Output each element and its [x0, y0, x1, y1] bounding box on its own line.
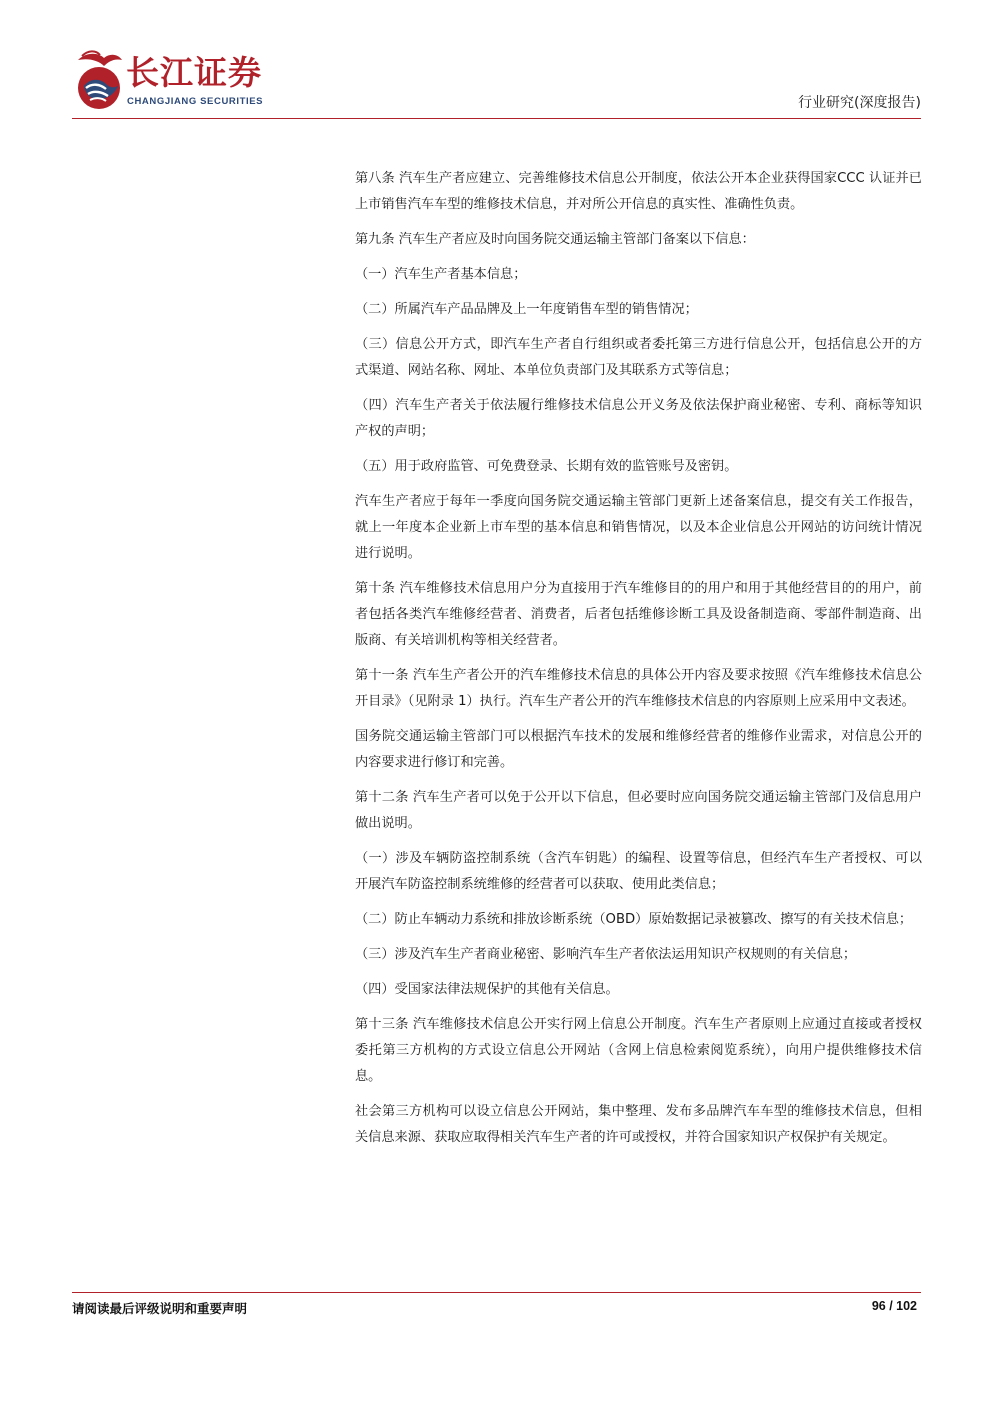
- paragraph: （四）受国家法律法规保护的其他有关信息。: [355, 982, 619, 997]
- paragraph: （二）防止车辆动力系统和排放诊断系统（OBD）原始数据记录被篡改、擦写的有关技术信息；: [355, 912, 913, 927]
- paragraph: 第九条 汽车生产者应及时向国务院交通运输主管部门备案以下信息：: [355, 232, 755, 247]
- page-number: 96 / 102: [871, 1299, 917, 1313]
- paragraph: （一）汽车生产者基本信息；: [355, 267, 527, 282]
- logo-chinese-name: 长江证券: [126, 53, 262, 92]
- report-type: 行业研究(深度报告): [798, 95, 921, 111]
- company-logo: [74, 50, 304, 112]
- paragraph: （二）所属汽车产品品牌及上一年度销售车型的销售情况；: [355, 302, 698, 317]
- footer-disclaimer: 请阅读最后评级说明和重要声明: [72, 1301, 248, 1316]
- paragraph: （四）汽车生产者关于依法履行维修技术信息公开义务及依法保护商业秘密、专利、商标等知识产权的声明；: [355, 398, 922, 439]
- paragraph: 第十三条 汽车维修技术信息公开实行网上信息公开制度。汽车生产者原则上应通过直接或者授权委托第三方机构的方式设立信息公开网站（含网上信息检索阅览系统），向用户提供维修技术信息。: [355, 1017, 922, 1084]
- paragraph: （一）涉及车辆防盗控制系统（含汽车钥匙）的编程、设置等信息，但经汽车生产者授权、可以开展汽车防盗控制系统维修的经营者可以获取、使用此类信息；: [355, 851, 922, 892]
- paragraph: 第十一条 汽车生产者公开的汽车维修技术信息的具体公开内容及要求按照《汽车维修技术信息公开目录》（见附录 1）执行。汽车生产者公开的汽车维修技术信息的内容原则上应采用中文表述。: [355, 668, 922, 709]
- paragraph: 第十条 汽车维修技术信息用户分为直接用于汽车维修目的的用户和用于其他经营目的的用户，前者包括各类汽车维修经营者、消费者，后者包括维修诊断工具及设备制造商、零部件制造商、出版商、有关培训机构等相关经营者。: [355, 581, 922, 648]
- paragraph: 国务院交通运输主管部门可以根据汽车技术的发展和维修经营者的维修作业需求，对信息公开的内容要求进行修订和完善。: [355, 729, 922, 770]
- logo-english-name: CHANGJIANG SECURITIES: [127, 96, 264, 107]
- paragraph: 社会第三方机构可以设立信息公开网站，集中整理、发布多品牌汽车车型的维修技术信息，但相关信息来源、获取应取得相关汽车生产者的许可或授权，并符合国家知识产权保护有关规定。: [355, 1104, 922, 1145]
- paragraph: 第八条 汽车生产者应建立、完善维修技术信息公开制度，依法公开本企业获得国家CCC 认证并已上市销售汽车车型的维修技术信息，并对所公开信息的真实性、准确性负责。: [355, 171, 922, 212]
- paragraph: 第十二条 汽车生产者可以免于公开以下信息，但必要时应向国务院交通运输主管部门及信息用户做出说明。: [355, 790, 922, 831]
- paragraph: （五）用于政府监管、可免费登录、长期有效的监管账号及密钥。: [355, 459, 738, 474]
- paragraph: （三）信息公开方式，即汽车生产者自行组织或者委托第三方进行信息公开，包括信息公开的方式渠道、网站名称、网址、本单位负责部门及其联系方式等信息；: [355, 337, 922, 378]
- paragraph: （三）涉及汽车生产者商业秘密、影响汽车生产者依法运用知识产权规则的有关信息；: [355, 947, 857, 962]
- document-body: [355, 166, 922, 1160]
- header-divider: [72, 118, 921, 119]
- footer-divider: [72, 1292, 921, 1293]
- paragraph: 汽车生产者应于每年一季度向国务院交通运输主管部门更新上述备案信息，提交有关工作报告，就上一年度本企业新上市车型的基本信息和销售情况，以及本企业信息公开网站的访问统计情况进行说明。: [355, 494, 922, 561]
- changjiang-wave-logo-icon: [74, 50, 124, 112]
